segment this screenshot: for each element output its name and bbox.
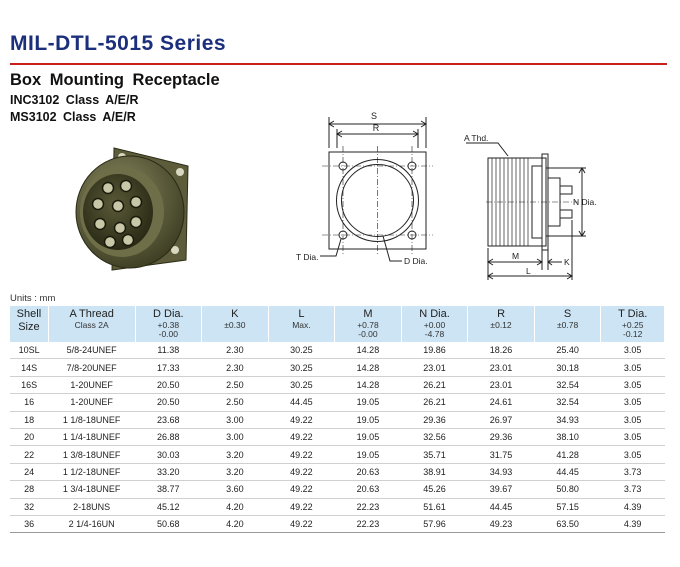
table-cell: 31.75 [468, 446, 535, 463]
column-header-5 [335, 306, 402, 342]
dim-label-s: S [370, 111, 378, 121]
table-cell: 20.63 [335, 481, 402, 498]
table-cell: 19.05 [335, 428, 402, 445]
column-header-tolerance: ±0.12 [490, 320, 512, 330]
table-cell: 32.54 [534, 394, 601, 411]
column-header-1 [48, 306, 135, 342]
table-cell: 14.28 [335, 376, 402, 393]
table-cell: 20.50 [135, 376, 202, 393]
table-cell: 49.22 [268, 446, 335, 463]
dim-label-n-dia: N Dia. [573, 197, 597, 207]
table-cell: 3.05 [601, 446, 665, 463]
table-cell: 2.50 [202, 394, 269, 411]
table-row [10, 342, 665, 359]
series-title: MIL-DTL-5015 Series [10, 32, 227, 55]
table-cell: 30.25 [268, 359, 335, 376]
table-cell: 3.20 [202, 463, 269, 480]
column-header-tolerance: -0.12 [622, 329, 643, 339]
column-header-tolerance: +0.78 [357, 320, 379, 330]
table-cell: 19.86 [401, 342, 468, 359]
table-cell: 30.25 [268, 376, 335, 393]
table-cell: 1 1/2-18UNEF [48, 463, 135, 480]
column-header-tolerance: ±0.30 [224, 320, 246, 330]
table-cell: 26.21 [401, 376, 468, 393]
column-header-8 [534, 306, 601, 342]
table-cell: 45.12 [135, 498, 202, 515]
table-cell: 1 1/8-18UNEF [48, 411, 135, 428]
table-cell: 44.45 [468, 498, 535, 515]
table-row [10, 376, 665, 393]
column-header-tolerance: ±0.78 [556, 320, 579, 330]
table-cell: 19.05 [335, 394, 402, 411]
table-cell: 1 3/4-18UNEF [48, 481, 135, 498]
table-cell: 17.33 [135, 359, 202, 376]
table-cell: 57.15 [534, 498, 601, 515]
connector-photo [70, 140, 200, 280]
column-header-tolerance: +0.00 [423, 320, 446, 330]
table-cell: 10SL [10, 342, 48, 359]
table-cell: 49.22 [268, 428, 335, 445]
table-cell: 30.03 [135, 446, 202, 463]
column-header-4 [268, 306, 335, 342]
table-cell: 3.05 [601, 342, 665, 359]
table-cell: 2.30 [202, 342, 269, 359]
dimension-table [10, 306, 665, 533]
column-header-6 [401, 306, 468, 342]
table-cell: 39.67 [468, 481, 535, 498]
table-cell: 2 1/4-16UN [48, 515, 135, 532]
column-header-label: T Dia. [618, 308, 648, 320]
table-cell: 34.93 [468, 463, 535, 480]
table-cell: 1 1/4-18UNEF [48, 428, 135, 445]
column-header-label: K [231, 308, 239, 320]
table-cell: 33.20 [135, 463, 202, 480]
table-cell: 2-18UNS [48, 498, 135, 515]
table-cell: 34.93 [534, 411, 601, 428]
table-cell: 23.01 [468, 376, 535, 393]
table-cell: 32 [10, 498, 48, 515]
dim-label-r: R [372, 123, 380, 133]
column-header-3 [202, 306, 269, 342]
table-cell: 1 3/8-18UNEF [48, 446, 135, 463]
table-cell: 19.05 [335, 446, 402, 463]
table-row [10, 515, 665, 532]
table-cell: 14.28 [335, 342, 402, 359]
column-header-label: S [563, 308, 572, 320]
table-cell: 51.61 [401, 498, 468, 515]
table-cell: 1-20UNEF [48, 376, 135, 393]
column-header-2 [135, 306, 202, 342]
table-cell: 50.68 [135, 515, 202, 532]
column-header-tolerance: +0.25 [621, 320, 644, 330]
table-cell: 49.22 [268, 463, 335, 480]
table-row [10, 446, 665, 463]
table-cell: 32.54 [534, 376, 601, 393]
column-header-label: Shell Size [16, 308, 42, 333]
table-cell: 3.73 [601, 463, 665, 480]
table-cell: 45.26 [401, 481, 468, 498]
table-cell: 28 [10, 481, 48, 498]
table-cell: 3.60 [202, 481, 269, 498]
table-cell: 4.20 [202, 498, 269, 515]
table-row [10, 481, 665, 498]
table-cell: 20.63 [335, 463, 402, 480]
table-cell: 29.36 [401, 411, 468, 428]
title-rule [10, 63, 667, 65]
product-subtitle: Box Mounting Receptacle [10, 71, 220, 89]
column-header-tolerance: Max. [292, 320, 311, 330]
table-cell: 1-20UNEF [48, 394, 135, 411]
table-cell: 3.05 [601, 359, 665, 376]
table-cell: 26.88 [135, 428, 202, 445]
table-cell: 25.40 [534, 342, 601, 359]
column-header-label: A Thread [69, 308, 114, 320]
side-view-drawing [458, 130, 608, 285]
table-cell: 3.05 [601, 428, 665, 445]
table-cell: 44.45 [268, 394, 335, 411]
table-cell: 26.97 [468, 411, 535, 428]
table-cell: 7/8-20UNEF [48, 359, 135, 376]
table-cell: 22.23 [335, 498, 402, 515]
dim-label-m: M [512, 251, 520, 261]
table-cell: 2.30 [202, 359, 269, 376]
table-cell: 41.28 [534, 446, 601, 463]
column-header-9 [601, 306, 665, 342]
dim-label-d-dia: D Dia. [404, 256, 428, 266]
table-cell: 24.61 [468, 394, 535, 411]
table-cell: 36 [10, 515, 48, 532]
table-cell: 57.96 [401, 515, 468, 532]
table-row [10, 359, 665, 376]
table-cell: 14S [10, 359, 48, 376]
front-view-drawing [292, 108, 442, 270]
table-cell: 49.22 [268, 498, 335, 515]
column-header-0 [10, 306, 48, 342]
table-cell: 20.50 [135, 394, 202, 411]
dim-label-l: L [526, 266, 531, 276]
units-note: Units : mm [10, 293, 56, 304]
table-cell: 38.10 [534, 428, 601, 445]
standard-line-ms: MS3102 Class A/E/R [10, 110, 136, 124]
table-cell: 5/8-24UNEF [48, 342, 135, 359]
column-header-label: D Dia. [153, 308, 184, 320]
table-cell: 38.91 [401, 463, 468, 480]
table-cell: 3.05 [601, 376, 665, 393]
table-cell: 4.39 [601, 498, 665, 515]
table-row [10, 498, 665, 515]
table-cell: 22 [10, 446, 48, 463]
table-cell: 22.23 [335, 515, 402, 532]
table-cell: 4.39 [601, 515, 665, 532]
table-cell: 63.50 [534, 515, 601, 532]
dim-label-t-dia: T Dia. [296, 252, 319, 262]
table-cell: 3.00 [202, 411, 269, 428]
table-row [10, 463, 665, 480]
table-cell: 23.01 [401, 359, 468, 376]
standard-line-inc: INC3102 Class A/E/R [10, 93, 139, 107]
table-cell: 3.00 [202, 428, 269, 445]
table-cell: 3.05 [601, 394, 665, 411]
column-header-7 [468, 306, 535, 342]
table-cell: 3.20 [202, 446, 269, 463]
table-cell: 26.21 [401, 394, 468, 411]
table-cell: 16 [10, 394, 48, 411]
table-cell: 2.50 [202, 376, 269, 393]
column-header-tolerance: -0.00 [158, 329, 178, 339]
column-header-tolerance: Class 2A [74, 320, 109, 330]
column-header-label: L [298, 308, 305, 320]
table-body [10, 342, 665, 533]
column-header-label: N Dia. [419, 308, 450, 320]
column-header-tolerance: +0.38 [157, 320, 180, 330]
table-cell: 49.23 [468, 515, 535, 532]
table-cell: 23.68 [135, 411, 202, 428]
table-row [10, 411, 665, 428]
table-cell: 18 [10, 411, 48, 428]
table-cell: 11.38 [135, 342, 202, 359]
table-cell: 14.28 [335, 359, 402, 376]
table-cell: 49.22 [268, 481, 335, 498]
dim-label-a-thd: A Thd. [464, 133, 489, 143]
dim-label-k: K [564, 257, 570, 267]
table-cell: 19.05 [335, 411, 402, 428]
column-header-tolerance: -4.78 [424, 329, 445, 339]
table-cell: 4.20 [202, 515, 269, 532]
table-cell: 20 [10, 428, 48, 445]
table-header-row [10, 306, 665, 342]
table-cell: 24 [10, 463, 48, 480]
table-cell: 35.71 [401, 446, 468, 463]
table-row [10, 428, 665, 445]
table-cell: 18.26 [468, 342, 535, 359]
table-cell: 29.36 [468, 428, 535, 445]
table-cell: 16S [10, 376, 48, 393]
table-cell: 3.73 [601, 481, 665, 498]
column-header-label: R [497, 308, 506, 320]
column-header-label: M [363, 308, 373, 320]
table-cell: 32.56 [401, 428, 468, 445]
table-cell: 3.05 [601, 411, 665, 428]
table-row [10, 394, 665, 411]
table-cell: 49.22 [268, 515, 335, 532]
table-cell: 38.77 [135, 481, 202, 498]
table-cell: 30.25 [268, 342, 335, 359]
table-cell: 23.01 [468, 359, 535, 376]
table-cell: 30.18 [534, 359, 601, 376]
table-cell: 50.80 [534, 481, 601, 498]
table-cell: 44.45 [534, 463, 601, 480]
column-header-tolerance: -0.00 [358, 329, 378, 339]
table-cell: 49.22 [268, 411, 335, 428]
